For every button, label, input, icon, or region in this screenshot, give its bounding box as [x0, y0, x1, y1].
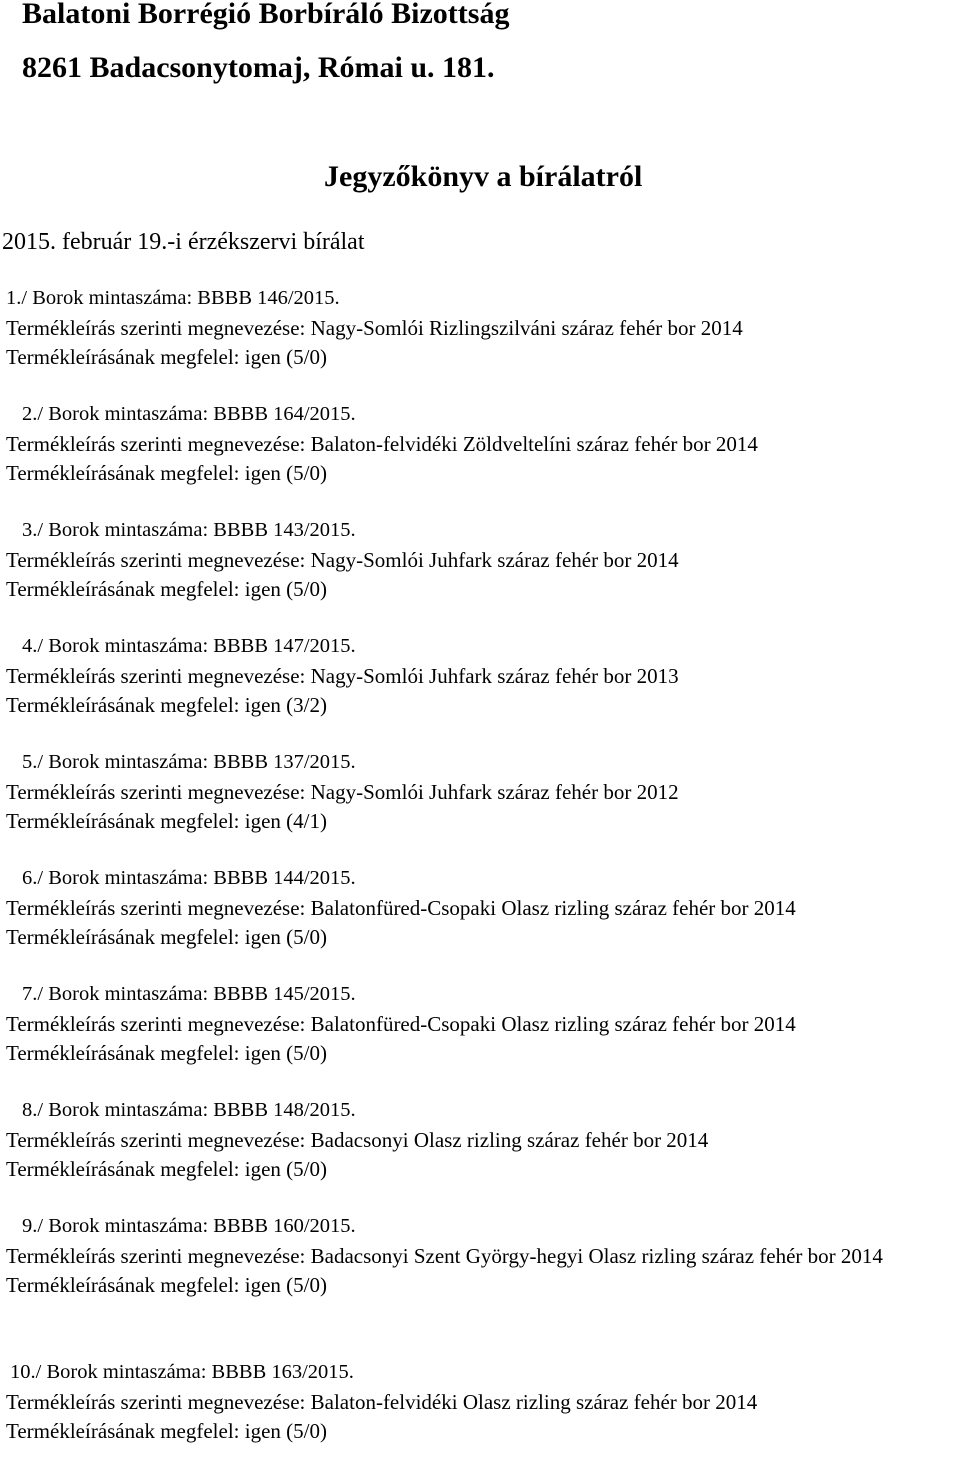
document-title: Jegyzőkönyv a bírálatról	[324, 160, 643, 193]
wine-sample-entry-10	[0, 1358, 960, 1474]
sample-number: 10./ Borok mintaszáma: BBBB 163/2015.	[10, 1361, 354, 1383]
sample-number: 5./ Borok mintaszáma: BBBB 137/2015.	[22, 751, 356, 773]
wine-sample-entry-4	[0, 632, 960, 748]
compliance-result: Termékleírásának megfelel: igen (5/0)	[6, 925, 327, 949]
sample-number: 4./ Borok mintaszáma: BBBB 147/2015.	[22, 635, 356, 657]
sample-number: 9./ Borok mintaszáma: BBBB 160/2015.	[22, 1215, 356, 1237]
product-designation: Termékleírás szerinti megnevezése: Balatonfüred-Csopaki Olasz rizling száraz fehér bor 2014	[6, 1011, 796, 1036]
compliance-result: Termékleírásának megfelel: igen (5/0)	[6, 1273, 327, 1297]
product-designation: Termékleírás szerinti megnevezése: Balaton-felvidéki Olasz rizling száraz fehér bor 2014	[6, 1389, 758, 1414]
organization-address: 8261 Badacsonytomaj, Római u. 181.	[22, 51, 495, 84]
sample-number: 1./ Borok mintaszáma: BBBB 146/2015.	[6, 287, 340, 309]
wine-sample-entry-5	[0, 748, 960, 864]
product-designation: Termékleírás szerinti megnevezése: Badacsonyi Szent György-hegyi Olasz rizling száraz fehér bor 2014	[6, 1243, 883, 1268]
sample-number: 2./ Borok mintaszáma: BBBB 164/2015.	[22, 403, 356, 425]
product-designation: Termékleírás szerinti megnevezése: Nagy-Somlói Juhfark száraz fehér bor 2014	[6, 547, 679, 572]
sample-number: 3./ Borok mintaszáma: BBBB 143/2015.	[22, 519, 356, 541]
compliance-result: Termékleírásának megfelel: igen (5/0)	[6, 577, 327, 601]
wine-sample-entry-9	[0, 1212, 960, 1358]
organization-name: Balatoni Borrégió Borbíráló Bizottság	[22, 0, 510, 30]
wine-sample-entry-3	[0, 516, 960, 632]
session-date: 2015. február 19.-i érzékszervi bírálat	[2, 229, 365, 255]
compliance-result: Termékleírásának megfelel: igen (5/0)	[6, 345, 327, 369]
wine-sample-entry-7	[0, 980, 960, 1096]
wine-sample-entry-6	[0, 864, 960, 980]
sample-number: 7./ Borok mintaszáma: BBBB 145/2015.	[22, 983, 356, 1005]
product-designation: Termékleírás szerinti megnevezése: Balaton-felvidéki Zöldveltelíni száraz fehér bor 2014	[6, 431, 758, 456]
wine-sample-list	[0, 284, 960, 1474]
compliance-result: Termékleírásának megfelel: igen (5/0)	[6, 461, 327, 485]
sample-number: 8./ Borok mintaszáma: BBBB 148/2015.	[22, 1099, 356, 1121]
compliance-result: Termékleírásának megfelel: igen (3/2)	[6, 693, 327, 717]
compliance-result: Termékleírásának megfelel: igen (5/0)	[6, 1041, 327, 1065]
sample-number: 6./ Borok mintaszáma: BBBB 144/2015.	[22, 867, 356, 889]
product-designation: Termékleírás szerinti megnevezése: Badacsonyi Olasz rizling száraz fehér bor 2014	[6, 1127, 709, 1152]
compliance-result: Termékleírásának megfelel: igen (4/1)	[6, 809, 327, 833]
wine-sample-entry-2	[0, 400, 960, 516]
compliance-result: Termékleírásának megfelel: igen (5/0)	[6, 1419, 327, 1443]
product-designation: Termékleírás szerinti megnevezése: Balatonfüred-Csopaki Olasz rizling száraz fehér bor 2014	[6, 895, 796, 920]
product-designation: Termékleírás szerinti megnevezése: Nagy-Somlói Rizlingszilváni száraz fehér bor 2014	[6, 315, 743, 340]
wine-sample-entry-1	[0, 284, 960, 400]
wine-sample-entry-8	[0, 1096, 960, 1212]
product-designation: Termékleírás szerinti megnevezése: Nagy-Somlói Juhfark száraz fehér bor 2013	[6, 663, 679, 688]
compliance-result: Termékleírásának megfelel: igen (5/0)	[6, 1157, 327, 1181]
product-designation: Termékleírás szerinti megnevezése: Nagy-Somlói Juhfark száraz fehér bor 2012	[6, 779, 679, 804]
